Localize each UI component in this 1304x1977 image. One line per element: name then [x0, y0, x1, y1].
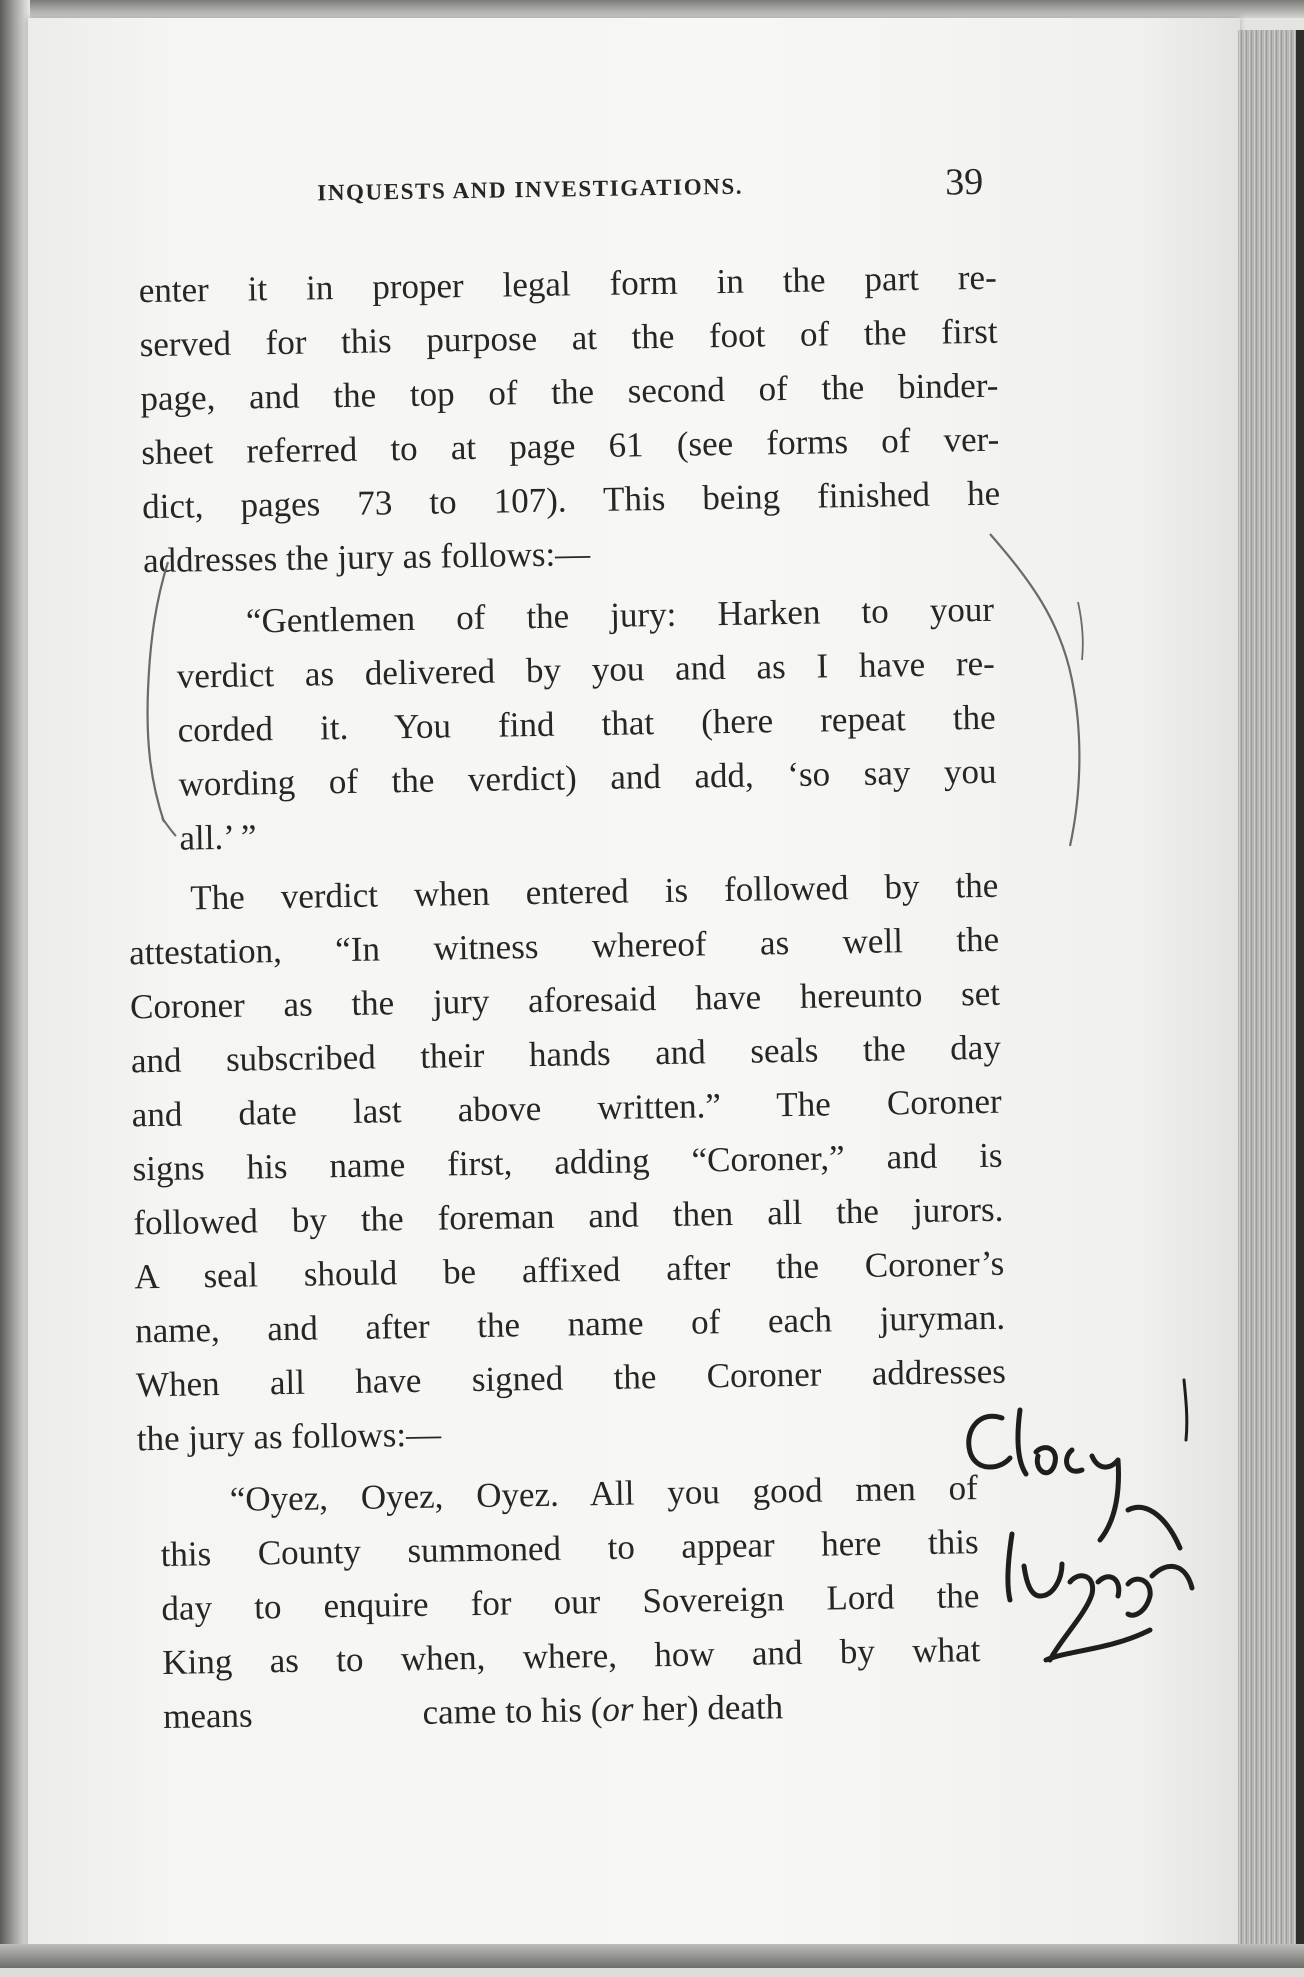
quote-1-line-3: corded it. You find that (here repeat the: [177, 697, 996, 750]
paragraph-2-line-3: Coroner as the jury aforesaid have hereunto set: [129, 973, 1001, 1027]
quote-2-line-4: King as to when, where, how and by what: [162, 1630, 981, 1682]
quote-1-line-5: all.’ ”: [179, 817, 257, 858]
page-number: 39: [944, 160, 984, 204]
paragraph-2-line-5: and date last above written.” The Coroner: [131, 1081, 1002, 1135]
quote-1-line-1: “Gentlemen of the jury: Harken to your: [245, 589, 995, 641]
handwriting-closing-inquest: [969, 1380, 1192, 1660]
paragraph-1-line-4: sheet referred to at page 61 (see forms of ver-: [141, 419, 1000, 473]
quote-2-line-5-start: means: [162, 1695, 253, 1736]
paragraph-2-line-2: attestation, “In witness whereof as well the: [128, 919, 1000, 973]
quote-2-line-2: this County summoned to appear here this: [160, 1522, 979, 1574]
quote-2-line-5-italic: or: [602, 1689, 634, 1730]
quote-2-line-5-end: her) death: [633, 1687, 784, 1729]
quote-2-line-1: “Oyez, Oyez, Oyez. All you good men of: [229, 1468, 979, 1519]
quote-1-line-2: verdict as delivered by you and as I have re-: [176, 643, 996, 696]
paragraph-2-line-8: A seal should be affixed after the Coroner’s: [133, 1243, 1005, 1297]
paragraph-2-line-4: and subscribed their hands and seals the day: [130, 1027, 1002, 1081]
quote-2-line-3: day to enquire for our Sovereign Lord the: [161, 1576, 980, 1628]
paragraph-2-line-6: signs his name first, adding “Coroner,” and is: [132, 1135, 1003, 1189]
quote-1-line-4: wording of the verdict) and add, ‘so say you: [178, 751, 997, 804]
running-head: INQUESTS AND INVESTIGATIONS.: [317, 173, 744, 206]
paragraph-2-line-7: followed by the foreman and then all the jurors.: [133, 1189, 1004, 1243]
paragraph-2-line-10: When all have signed the Coroner addresses: [135, 1351, 1007, 1405]
handwriting-stroke: [1184, 1380, 1187, 1440]
paragraph-1-line-1: enter it in proper legal form in the part re-: [138, 257, 998, 311]
paragraph-2-line-1: The verdict when entered is followed by the: [190, 865, 999, 918]
paragraph-1-line-6: addresses the jury as follows:—: [142, 534, 591, 581]
paragraph-2-line-9: name, and after the name of each juryman.: [134, 1297, 1006, 1351]
paragraph-1-line-5: dict, pages 73 to 107). This being finished he: [141, 473, 1001, 527]
paragraph-1-line-3: page, and the top of the second of the binder-: [140, 365, 999, 419]
handwriting-closing: [969, 1410, 1180, 1548]
paragraph-1-line-2: served for this purpose at the foot of the first: [139, 311, 998, 365]
quote-2-line-5-middle: came to his (: [422, 1690, 603, 1732]
paragraph-2-line-11: the jury as follows:—: [136, 1414, 442, 1459]
handwriting-inquest: [1008, 1534, 1192, 1660]
